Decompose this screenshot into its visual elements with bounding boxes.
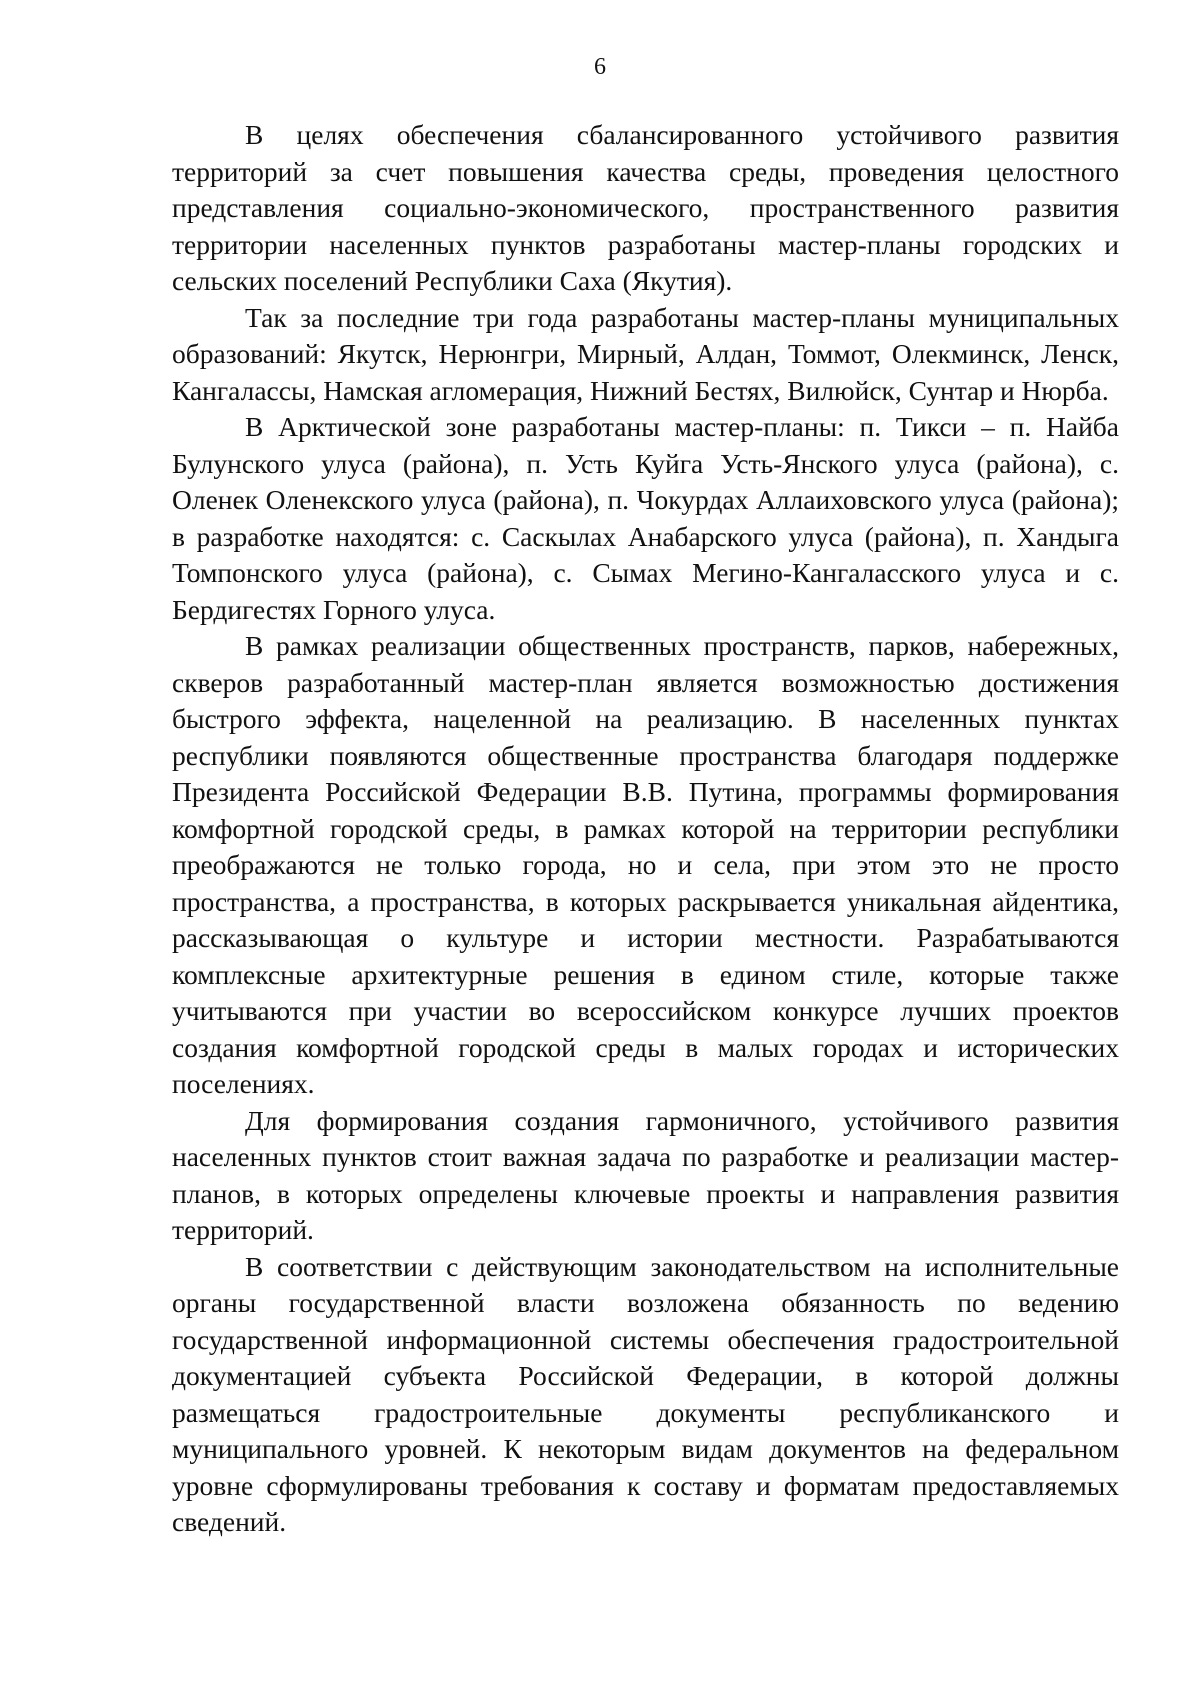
paragraph-municipal-master-plans: Так за последние три года разработаны мастер-планы муниципальных образований: Якутск, Нерюнгри, Мирный, Алдан, Томмот, Олекминск, Ленск, Кангалассы, Намская агломерация, Нижний Бестях, Вилюйск, Сунтар и Нюрба. xyxy=(172,301,1119,406)
paragraph-public-spaces: В рамках реализации общественных пространств, парков, набережных, скверов разработанный мастер-план является возможностью достижения быстрого эффекта, нацеленной на реализацию. В населенных пунктах республики появляются общественные пространства благодаря поддержке Президента Российской Федерации В.В. Путина, программы формирования комфортной городской среды, в рамках которой на территории республики преображаются не только города, но и села, при этом это не просто пространства, а пространства, в которых раскрывается уникальная айдентика, рассказывающая о культуре и истории местности. Разрабатываются комплексные архитектурные решения в едином стиле, которые также учитываются при участии во всероссийском конкурсе лучших проектов создания комфортной городской среды в малых городах и исторических поселениях. xyxy=(172,630,1119,1099)
document-body xyxy=(172,117,1119,1541)
paragraph-harmonious-development: Для формирования создания гармоничного, устойчивого развития населенных пунктов стоит важная задача по разработке и реализации мастер-планов, в которых определены ключевые проекты и направления развития территорий. xyxy=(172,1104,1119,1245)
paragraph-arctic-zone: В Арктической зоне разработаны мастер-планы: п. Тикси – п. Найба Булунского улуса (района), п. Усть Куйга Усть-Янского улуса (района), с. Оленек Оленекского улуса (района), п. Чокурдах Аллаиховского улуса (района); в разработке находятся: с. Саскылах Анабарского улуса (района), п. Хандыга Томпонского улуса (района), с. Сымах Мегино-Кангаласского улуса и с. Бердигестях Горного улуса. xyxy=(172,411,1119,625)
paragraph-information-system: В соответствии с действующим законодательством на исполнительные органы государственной власти возложена обязанность по ведению государственной информационной системы обеспечения градостроительной документацией субъекта Российской Федерации, в которой должны размещаться градостроительные документы республиканского и муниципального уровней. К некоторым видам документов на федеральном уровне сформулированы требования к составу и форматам предоставляемых сведений. xyxy=(172,1250,1119,1537)
page-number: 6 xyxy=(594,54,606,80)
paragraph-master-plans-intro: В целях обеспечения сбалансированного устойчивого развития территорий за счет повышения качества среды, проведения целостного представления социально-экономического, пространственного развития территории населенных пунктов разработаны мастер-планы городских и сельских поселений Республики Саха (Якутия). xyxy=(172,119,1119,296)
